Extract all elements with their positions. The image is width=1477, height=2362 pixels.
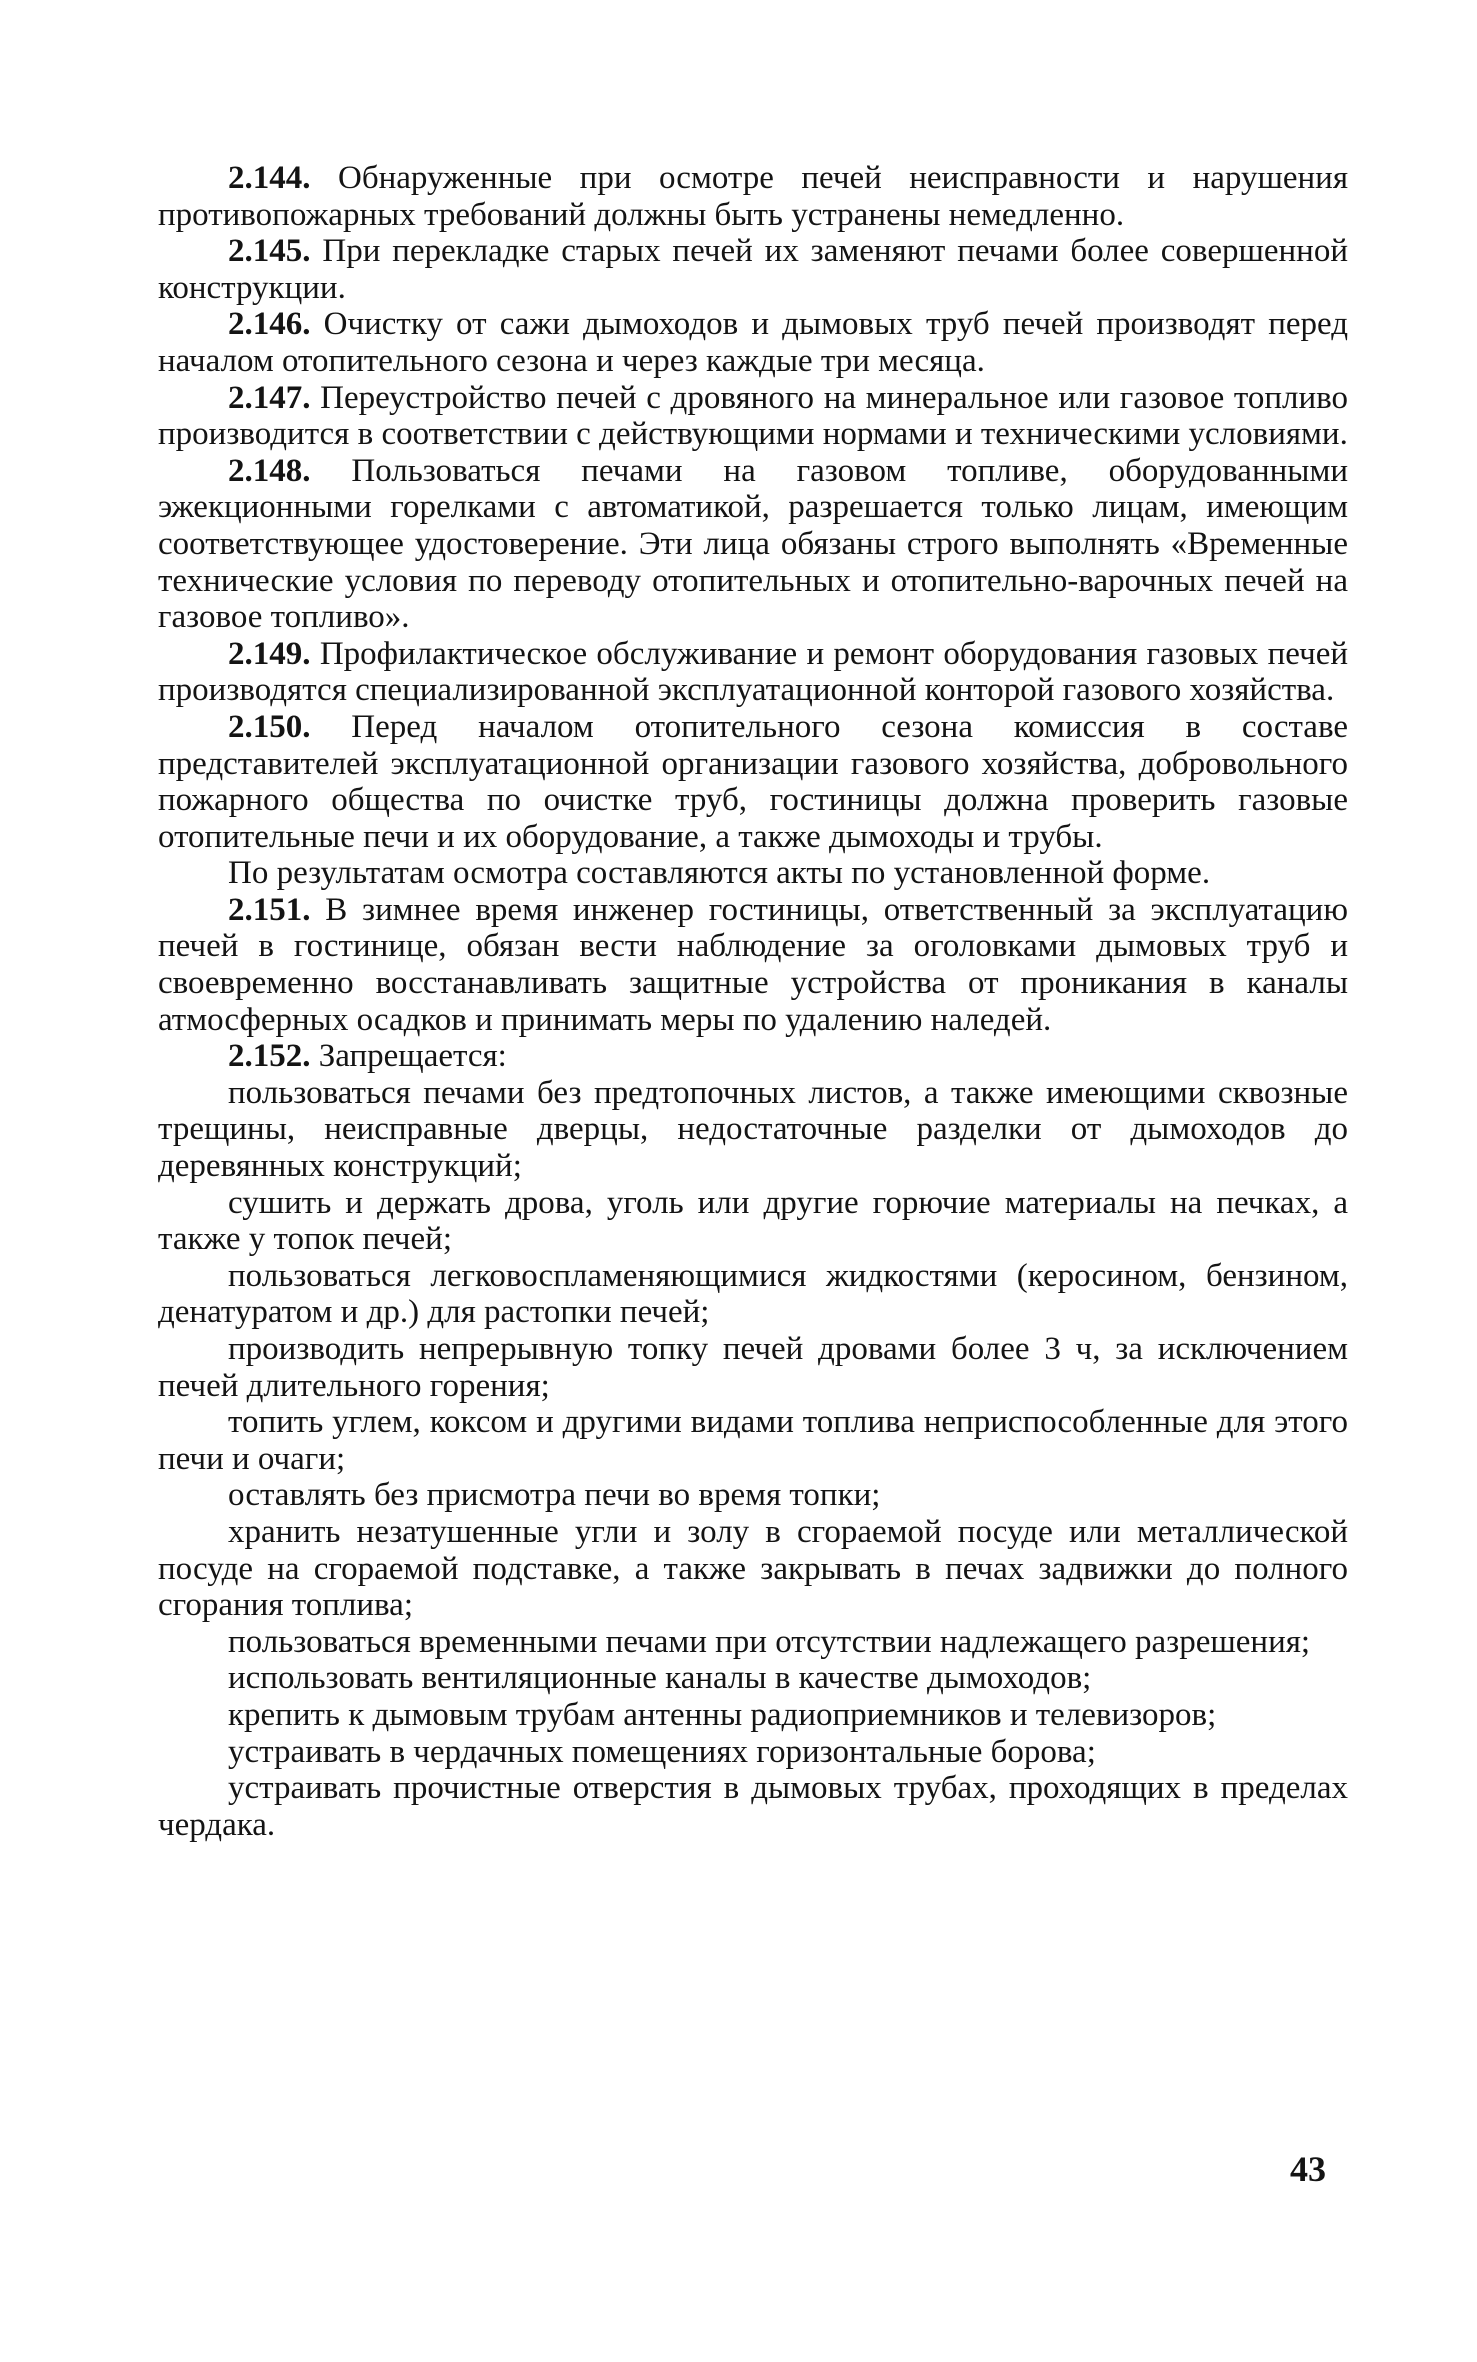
clause-number: 2.148. xyxy=(228,452,311,489)
prohibition-item xyxy=(158,1185,1348,1258)
prohibition-item xyxy=(158,1404,1348,1477)
prohibition-item xyxy=(158,1770,1348,1843)
prohibition-item xyxy=(158,1514,1348,1624)
clause-number: 2.146. xyxy=(228,306,311,343)
paragraph-text: пользоваться печами без предтопочных листов, а также имеющими сквозные трещины, неисправные дверцы, недостаточные разделки от дымоходов до деревянных конструкций; xyxy=(158,1074,1348,1185)
prohibition-item xyxy=(158,1697,1348,1734)
paragraph-2-152 xyxy=(158,1038,1348,1075)
clause-number: 2.145. xyxy=(228,233,311,270)
page-number: 43 xyxy=(1290,2149,1326,2189)
paragraph-2-147 xyxy=(158,380,1348,453)
paragraph-text: устраивать прочистные отверстия в дымовых трубах, проходящих в пределах чердака. xyxy=(158,1770,1348,1843)
paragraph-2-148 xyxy=(158,453,1348,636)
clause-number: 2.144. xyxy=(228,160,311,196)
prohibition-item xyxy=(158,1331,1348,1404)
paragraph-text: сушить и держать дрова, уголь или другие горючие материалы на печках, а также у топок печей; xyxy=(158,1184,1348,1258)
paragraph-text: использовать вентиляционные каналы в качестве дымоходов; xyxy=(228,1660,1092,1697)
clause-number: 2.150. xyxy=(228,708,311,745)
paragraph-text: устраивать в чердачных помещениях горизонтальные борова; xyxy=(228,1733,1096,1770)
paragraph-text: Пользоваться печами на газовом топливе, оборудованными эжекционными горелками с автоматикой, разрешается только лицам, имеющим соответствующее удостоверение. Эти лица обязаны строго выполнять «Временные технические условия по переводу отопительных и отопительно-варочных печей на газовое топливо». xyxy=(158,452,1348,636)
paragraph-2-146 xyxy=(158,306,1348,379)
document-body xyxy=(158,160,1348,1843)
prohibition-item xyxy=(158,1075,1348,1185)
paragraph-text: При перекладке старых печей их заменяют печами более совершенной конструкции. xyxy=(158,233,1349,306)
paragraph-text: пользоваться временными печами при отсутствии надлежащего разрешения; xyxy=(228,1623,1311,1660)
prohibition-item xyxy=(158,1660,1348,1697)
paragraph-2-150 xyxy=(158,709,1348,855)
paragraph-text: топить углем, коксом и другими видами топлива неприспособленные для этого печи и очаги; xyxy=(158,1404,1348,1477)
paragraph-text: хранить незатушенные угли и золу в сгораемой посуде или металлической посуде на сгораемой подставке, а также закрывать в печах задвижки до полного сгорания топлива; xyxy=(158,1513,1348,1624)
paragraph-2-144 xyxy=(158,160,1348,233)
paragraph-2-151 xyxy=(158,892,1348,1038)
paragraph-text: Переустройство печей с дровяного на минеральное или газовое топливо производится в соответствии с действующими нормами и техническими условиями. xyxy=(158,379,1349,453)
prohibition-item xyxy=(158,1477,1348,1514)
paragraph-inspection-acts xyxy=(158,855,1348,892)
paragraph-text: Очистку от сажи дымоходов и дымовых труб печей производят перед началом отопительного сезона и через каждые три месяца. xyxy=(158,306,1349,379)
paragraph-text: Запрещается: xyxy=(318,1038,507,1075)
paragraph-text: Обнаруженные при осмотре печей неисправности и нарушения противопожарных требований должны быть устранены немедленно. xyxy=(158,160,1348,233)
paragraph-text: оставлять без присмотра печи во время топки; xyxy=(228,1477,881,1514)
prohibition-item xyxy=(158,1734,1348,1771)
clause-number: 2.147. xyxy=(228,379,311,416)
clause-number: 2.151. xyxy=(228,891,311,928)
paragraph-text: крепить к дымовым трубам антенны радиоприемников и телевизоров; xyxy=(228,1696,1217,1733)
paragraph-2-145 xyxy=(158,233,1348,306)
paragraph-text: пользоваться легковоспламеняющимися жидкостями (керосином, бензином, денатуратом и др.) для растопки печей; xyxy=(158,1257,1348,1331)
paragraph-text: Профилактическое обслуживание и ремонт оборудования газовых печей производятся специализированной эксплуатационной конторой газового хозяйства. xyxy=(158,635,1349,709)
paragraph-text: Перед началом отопительного сезона комиссия в составе представителей эксплуатационной организации газового хозяйства, добровольного пожарного общества по очистке труб, гостиницы должна проверить газовые отопительные печи и их оборудование, а также дымоходы и трубы. xyxy=(158,708,1348,855)
clause-number: 2.152. xyxy=(228,1038,311,1075)
paragraph-text: В зимнее время инженер гостиницы, ответственный за эксплуатацию печей в гостинице, обязан вести наблюдение за оголовками дымовых труб и своевременно восстанавливать защитные устройства от проникания в каналы атмосферных осадков и принимать меры по удалению наледей. xyxy=(158,891,1348,1038)
paragraph-text: производить непрерывную топку печей дровами более 3 ч, за исключением печей длительного горения; xyxy=(158,1331,1348,1404)
paragraph-2-149 xyxy=(158,636,1348,709)
clause-number: 2.149. xyxy=(228,635,311,672)
prohibition-item xyxy=(158,1258,1348,1331)
prohibition-item xyxy=(158,1624,1348,1661)
paragraph-text: По результатам осмотра составляются акты по установленной форме. xyxy=(228,855,1211,892)
